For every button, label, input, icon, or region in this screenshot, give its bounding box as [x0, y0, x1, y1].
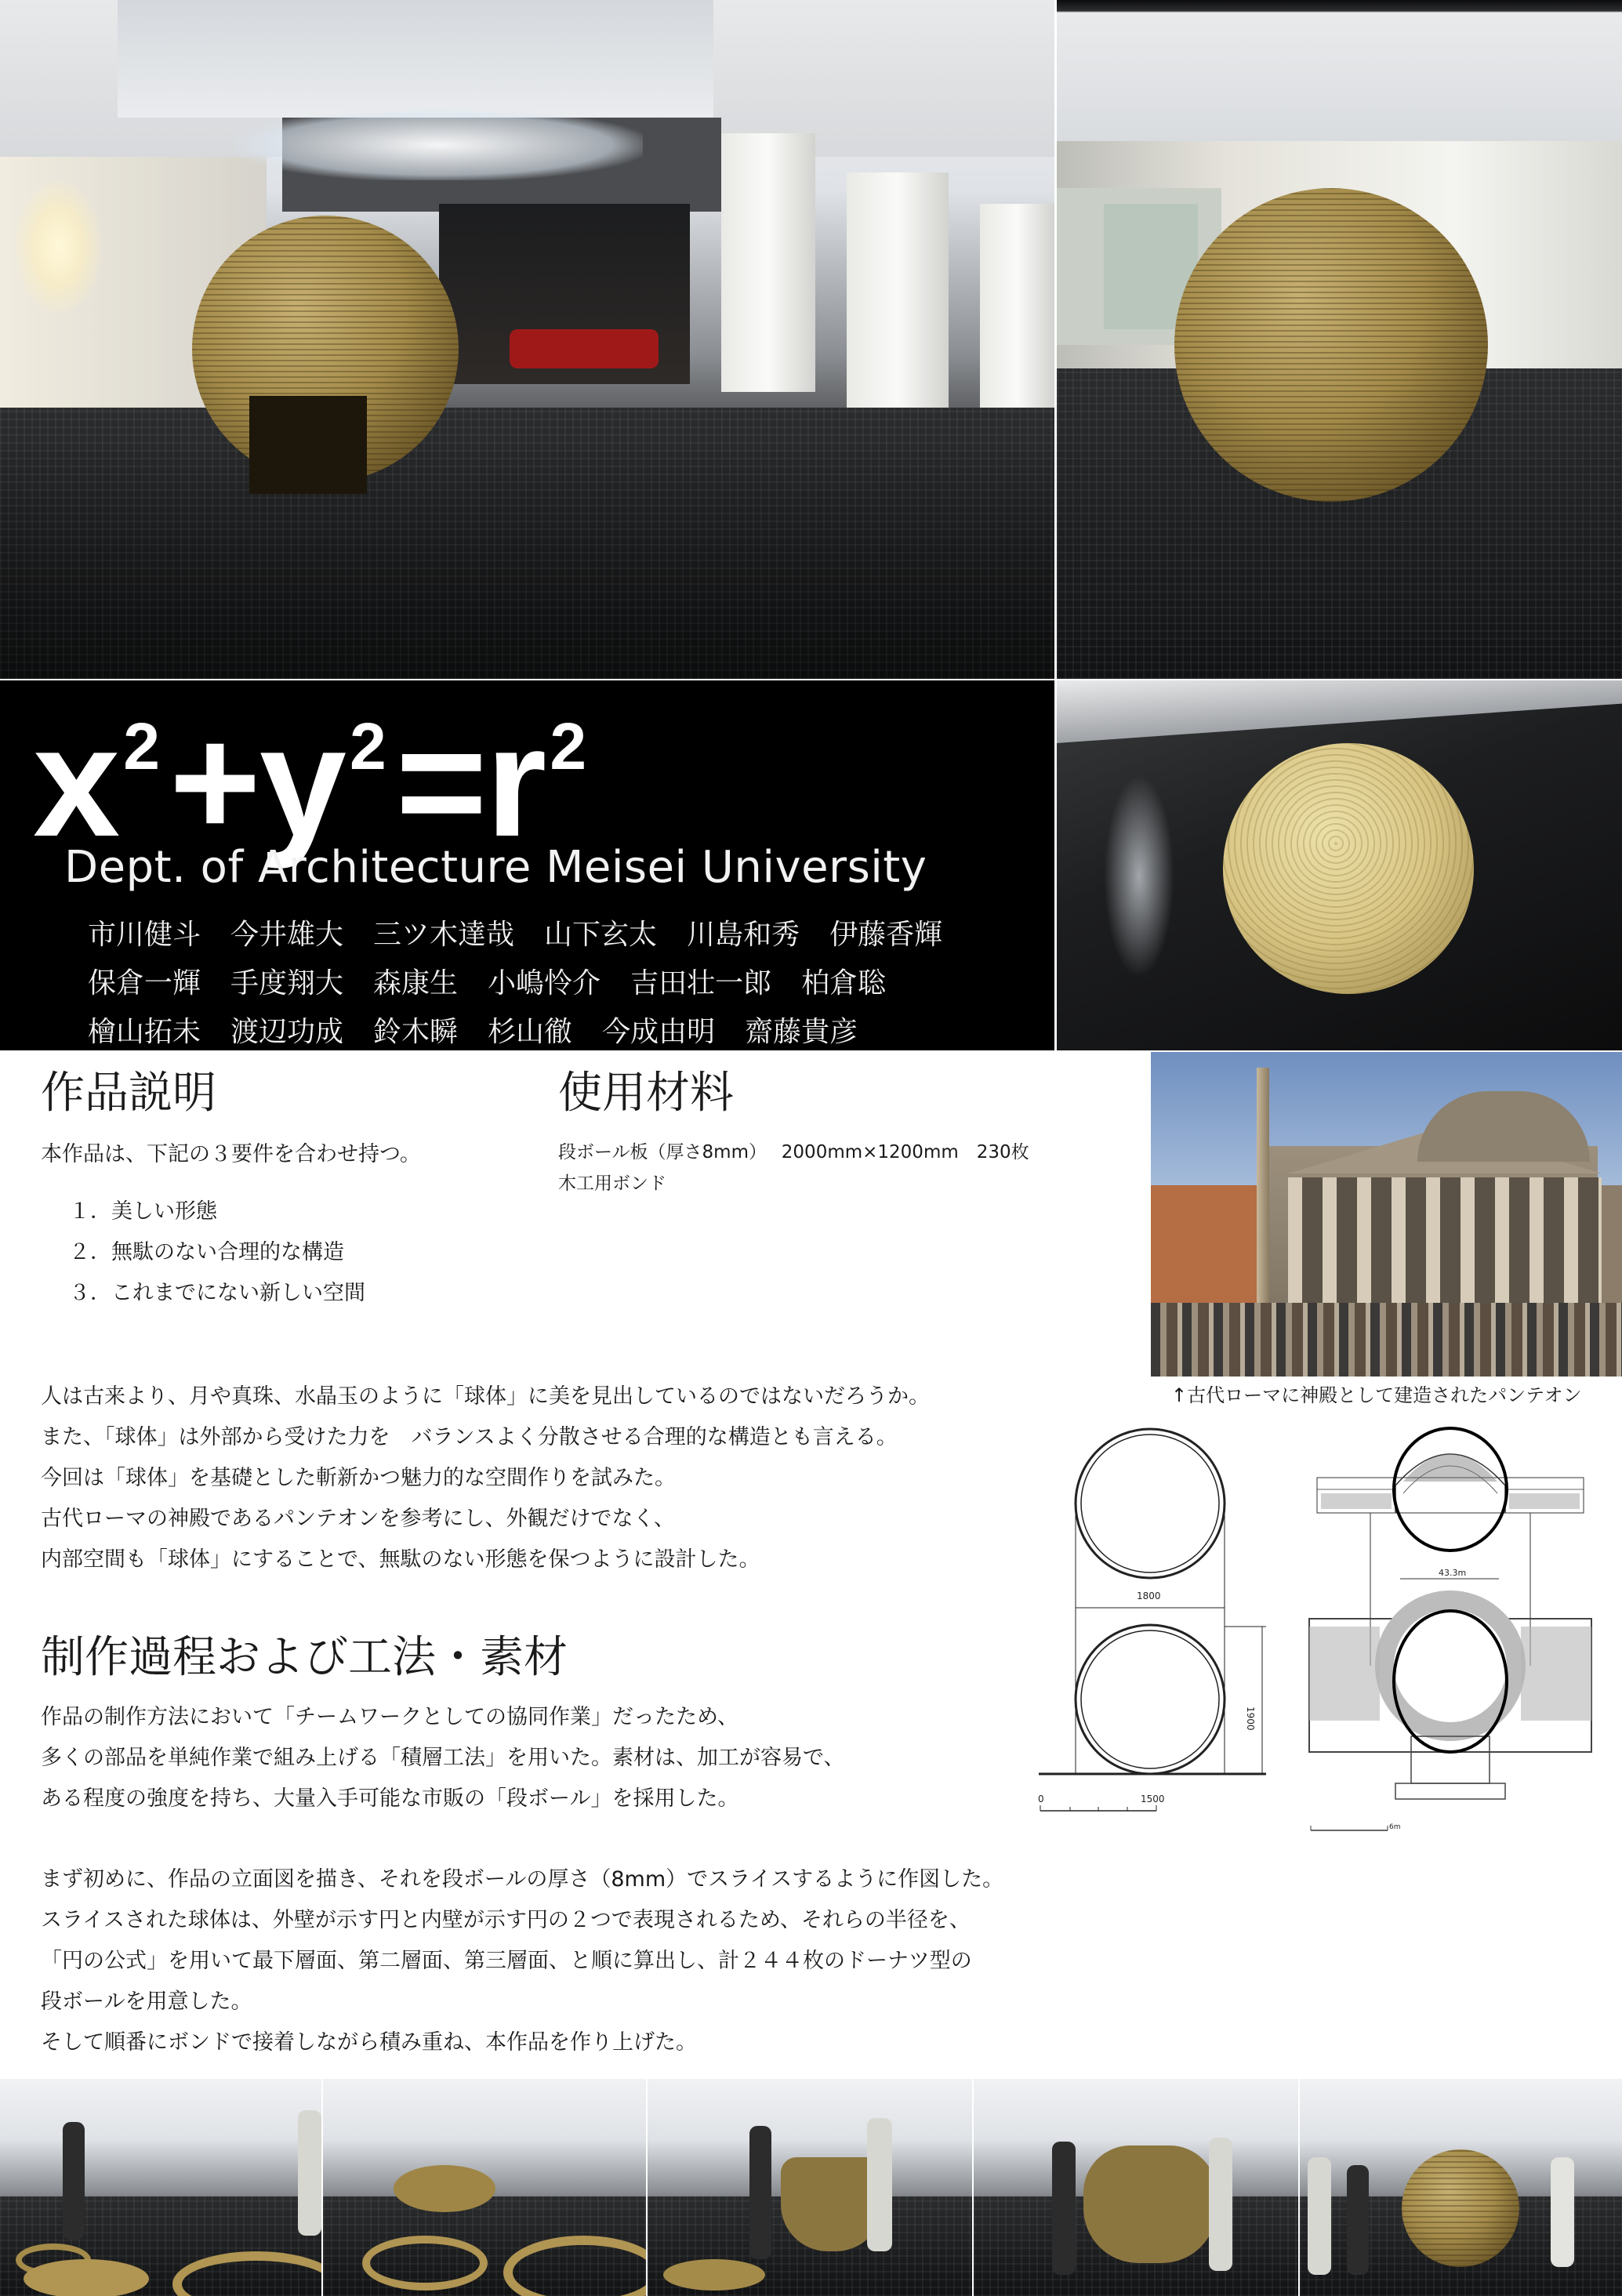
- dimension-side: 1900: [1245, 1707, 1256, 1731]
- dimension-top: 1800: [1137, 1591, 1161, 1601]
- text-line: ある程度の強度を持ち、大量入手可能な市販の「段ボール」を採用した。: [41, 1786, 739, 1811]
- materials-list: [558, 1137, 1029, 1199]
- scale-zero: 0: [1038, 1794, 1044, 1805]
- member-list: [88, 908, 972, 1054]
- text-line: 古代ローマの神殿であるパンテオンを参考にし、外観だけでなく、: [41, 1507, 675, 1531]
- text-line: 作品の制作方法において「チームワークとしての協同作業」だったため、: [41, 1705, 738, 1729]
- construction-photo-5: [1300, 2079, 1622, 2296]
- materials-heading: 使用材料: [558, 1068, 734, 1119]
- requirement-item: ２．無駄のない合理的な構造: [69, 1240, 344, 1264]
- pantheon-caption: ↑古代ローマに神殿として建造されたパンテオン: [1171, 1384, 1582, 1406]
- member-name: 渡辺功成: [230, 1015, 344, 1048]
- member-name: 齋藤貴彦: [745, 1015, 858, 1048]
- construction-photo-1: [0, 2079, 321, 2296]
- member-name: 川島和秀: [687, 918, 800, 951]
- member-name: 柏倉聡: [801, 967, 887, 999]
- member-name: 山下玄太: [544, 918, 658, 951]
- member-name: 小嶋怜介: [488, 967, 601, 999]
- text-line: 段ボールを用意した。: [41, 1990, 252, 2014]
- member-name: 鈴木瞬: [373, 1015, 459, 1048]
- text-line: 今回は「球体」を基礎とした斬新かつ魅力的な空間作りを試みた。: [41, 1466, 676, 1490]
- text-line: 内部空間も「球体」にすることで、無駄のない形態を保つように設計した。: [41, 1547, 760, 1572]
- construction-photo-2: [323, 2079, 646, 2296]
- scale-end: 1500: [1141, 1794, 1165, 1805]
- cardboard-sphere-close: [1223, 743, 1474, 994]
- text-line: スライスされた球体は、外壁が示す円と内壁が示す円の２つで表現されるため、それらの半径を、: [41, 1908, 971, 1932]
- process-heading: 制作過程および工法・素材: [41, 1632, 568, 1683]
- process-paragraph-1: [41, 1697, 844, 1819]
- department-name: Dept. of Architecture Meisei University: [64, 842, 927, 893]
- member-name: 三ツ木達哉: [373, 918, 515, 951]
- description-intro: 本作品は、下記の３要件を合わせ持つ。: [41, 1142, 421, 1166]
- member-name: 森康生: [373, 967, 459, 999]
- text-line: そして順番にボンドで接着しながら積み重ね、本作品を作り上げた。: [41, 2030, 697, 2055]
- member-name: 今成由明: [602, 1015, 716, 1048]
- text-line: まず初めに、作品の立面図を描き、それを段ボールの厚さ（8mm）でスライスするように作図した。: [41, 1867, 1004, 1892]
- sphere-opening: [249, 396, 367, 494]
- equation-title: $x^2+y^2=r^2$: [33, 695, 586, 869]
- plan-scale-end: 6m: [1389, 1823, 1401, 1831]
- member-name: 檜山拓未: [88, 1015, 201, 1048]
- finished-sphere: [1402, 2149, 1519, 2267]
- hall-photo-main: [0, 0, 1054, 679]
- sphere-photo-dark: [1057, 680, 1622, 1050]
- member-name: 杉山徹: [488, 1015, 573, 1048]
- requirements-list: [69, 1192, 365, 1314]
- member-name: 保倉一輝: [88, 967, 201, 999]
- cardboard-sphere-side: [1174, 188, 1488, 502]
- title-block: [0, 680, 1054, 1050]
- hall-photo-side: [1057, 0, 1622, 679]
- text-line: 人は古来より、月や真珠、水晶玉のように「球体」に美を見出しているのではないだろうか。: [41, 1384, 930, 1409]
- plan-span-label: 43.3m: [1439, 1568, 1467, 1578]
- member-name: 吉田壮一郎: [630, 967, 772, 999]
- member-name: 市川健斗: [88, 918, 201, 951]
- description-paragraph: [41, 1377, 930, 1580]
- description-heading: 作品説明: [41, 1068, 216, 1119]
- pantheon-photo: [1151, 1052, 1622, 1377]
- text-line: 「円の公式」を用いて最下層面、第二層面、第三層面、と順に算出し、計２４４枚のドーナツ型の: [41, 1949, 972, 1973]
- text-line: また、「球体」は外部から受けた力を バランスよく分散させる合理的な構造とも言える。: [41, 1425, 898, 1449]
- member-name: 手度翔大: [230, 967, 344, 999]
- process-paragraph-2: [41, 1859, 1003, 2063]
- sphere-elevation-drawing: [1031, 1423, 1282, 1838]
- pantheon-plan-drawing: [1301, 1423, 1599, 1842]
- material-item: 木工用ボンド: [558, 1173, 666, 1194]
- construction-photo-3: [648, 2079, 972, 2296]
- requirement-item: ３．これまでにない新しい空間: [69, 1281, 365, 1305]
- material-item: 段ボール板（厚さ8mm） 2000mm×1200mm 230枚: [558, 1142, 1029, 1163]
- requirement-item: １．美しい形態: [69, 1199, 217, 1224]
- construction-photo-4: [974, 2079, 1298, 2296]
- member-name: 今井雄大: [230, 918, 344, 951]
- member-name: 伊藤香輝: [829, 918, 943, 951]
- text-line: 多くの部品を単純作業で組み上げる「積層工法」を用いた。素材は、加工が容易で、: [41, 1746, 845, 1770]
